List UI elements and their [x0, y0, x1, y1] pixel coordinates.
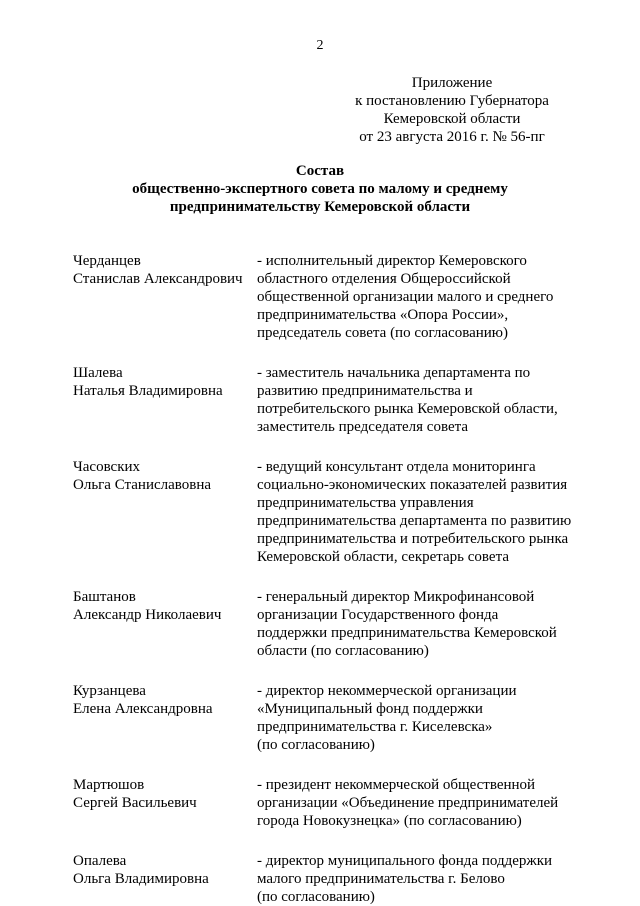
member-role-line: общественной организации малого и среднего — [257, 289, 554, 305]
member-given: Елена Александровна — [73, 701, 213, 717]
member-given: Наталья Владимировна — [73, 383, 223, 399]
member-role-line: организации Государственного фонда — [257, 607, 499, 623]
member-name — [73, 682, 257, 754]
page-number: 2 — [316, 38, 324, 53]
member-role — [257, 776, 579, 830]
member-given: Станислав Александрович — [73, 271, 243, 287]
member-role-line: - директор муниципального фонда поддержки — [257, 853, 553, 869]
appendix-line: от 23 августа 2016 г. № 56-пг — [359, 129, 545, 145]
member-role-line: социально-экономических показателей развития — [257, 477, 568, 493]
member-given: Ольга Владимировна — [73, 871, 209, 887]
member-role — [257, 588, 579, 660]
member-role-line: - директор некоммерческой организации — [257, 683, 517, 699]
member-given: Александр Николаевич — [73, 607, 222, 623]
member-surname: Опалева — [73, 853, 127, 869]
member-entry — [73, 252, 583, 342]
member-surname: Курзанцева — [73, 683, 146, 699]
member-entry — [73, 588, 583, 660]
member-role-line: развитию предпринимательства и — [257, 383, 473, 399]
member-role-line: потребительского рынка Кемеровской области, — [257, 401, 558, 417]
member-name — [73, 252, 257, 342]
member-role — [257, 852, 579, 906]
member-role-line: заместитель председателя совета — [257, 419, 469, 435]
member-role-line: «Муниципальный фонд поддержки — [257, 701, 483, 717]
member-role — [257, 364, 579, 436]
member-role-line: организации «Объединение предпринимателей — [257, 795, 559, 811]
member-surname: Мартюшов — [73, 777, 145, 793]
member-role-line: Кемеровской области, секретарь совета — [257, 549, 509, 565]
member-entry — [73, 682, 583, 754]
member-role-line: поддержки предпринимательства Кемеровской — [257, 625, 557, 641]
appendix-line: Приложение — [411, 75, 493, 91]
member-role-line: малого предпринимательства г. Белово — [257, 871, 505, 887]
member-role-line: - заместитель начальника департамента по — [257, 365, 531, 381]
member-role-line: председатель совета (по согласованию) — [257, 325, 508, 341]
appendix-header — [342, 74, 562, 146]
member-role-line: (по согласованию) — [257, 889, 375, 905]
member-surname: Баштанов — [73, 589, 136, 605]
member-name — [73, 364, 257, 436]
member-entry — [73, 364, 583, 436]
title-line: общественно-экспертного совета по малому и среднему — [132, 181, 508, 197]
member-entry — [73, 852, 583, 906]
appendix-line: к постановлению Губернатора — [355, 93, 549, 109]
member-role-line: предпринимательства и потребительского рынка — [257, 531, 569, 547]
member-role-line: областного отделения Общероссийской — [257, 271, 511, 287]
members-list — [73, 252, 583, 906]
title-line: предпринимательству Кемеровской области — [169, 199, 471, 215]
member-given: Сергей Васильевич — [73, 795, 197, 811]
member-surname: Шалева — [73, 365, 123, 381]
member-entry — [73, 458, 583, 566]
title-line: Состав — [295, 163, 345, 179]
member-role-line: - президент некоммерческой общественной — [257, 777, 536, 793]
member-name — [73, 588, 257, 660]
member-role-line: предпринимательства «Опора России», — [257, 307, 509, 323]
member-role-line: области (по согласованию) — [257, 643, 429, 659]
member-role-line: - генеральный директор Микрофинансовой — [257, 589, 535, 605]
member-surname: Часовских — [73, 459, 141, 475]
member-role-line: предпринимательства управления — [257, 495, 474, 511]
member-role-line: (по согласованию) — [257, 737, 375, 753]
appendix-line: Кемеровской области — [383, 111, 521, 127]
member-name — [73, 852, 257, 906]
document-title — [0, 162, 640, 216]
member-role — [257, 458, 579, 566]
member-entry — [73, 776, 583, 830]
member-name — [73, 776, 257, 830]
member-role — [257, 682, 579, 754]
member-surname: Черданцев — [73, 253, 141, 269]
member-role — [257, 252, 579, 342]
member-role-line: города Новокузнецка» (по согласованию) — [257, 813, 522, 829]
member-role-line: предпринимательства департамента по развитию — [257, 513, 572, 529]
member-role-line: - ведущий консультант отдела мониторинга — [257, 459, 536, 475]
member-role-line: - исполнительный директор Кемеровского — [257, 253, 527, 269]
member-name — [73, 458, 257, 566]
member-given: Ольга Станиславовна — [73, 477, 212, 493]
member-role-line: предпринимательства г. Киселевска» — [257, 719, 493, 735]
